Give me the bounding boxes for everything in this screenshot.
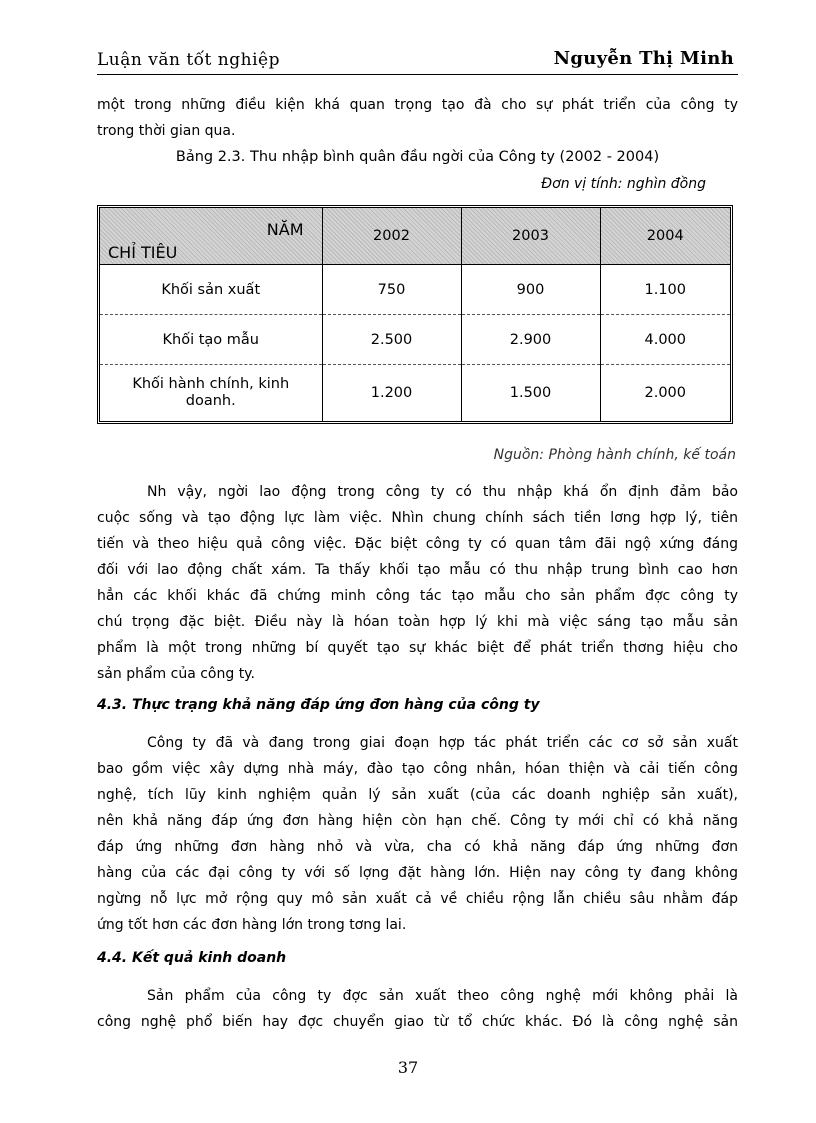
text-line: hẳn các khối khác đã chứng minh công tác tạo mẫu cho sản phẩm đợc công ty bbox=[97, 588, 738, 604]
text-line: một trong những điều kiện khá quan trọng tạo đà cho sự phát triển của công ty bbox=[97, 97, 738, 113]
year-header: 2004 bbox=[600, 208, 730, 265]
paragraph-business-results bbox=[97, 983, 738, 1035]
row-label: Khối tạo mẫu bbox=[100, 315, 322, 365]
intro-paragraph bbox=[97, 92, 738, 144]
table-corner-cell bbox=[100, 208, 322, 265]
table-cell: 4.000 bbox=[600, 315, 730, 365]
header-thesis-title: Luận văn tốt nghiệp bbox=[97, 50, 280, 70]
page-number: 37 bbox=[397, 1058, 419, 1077]
page-header bbox=[97, 44, 738, 75]
text-line: phẩm là một trong những bí quyết tạo sự khác biệt để phát triển thơng hiệu cho bbox=[97, 640, 738, 656]
text-line: đáp ứng những đơn hàng nhỏ và vừa, cha có khả năng đáp ứng những đơn bbox=[97, 839, 738, 855]
income-table bbox=[97, 205, 733, 424]
table-caption: Bảng 2.3. Thu nhập bình quân đầu ngời của Công ty (2002 - 2004) bbox=[175, 149, 660, 165]
text-line: công nghệ phổ biến hay đợc chuyển giao từ tổ chức khác. Đó là công nghệ sản bbox=[97, 1014, 738, 1030]
table-row bbox=[100, 315, 730, 365]
text-line: sản phẩm của công ty. bbox=[97, 666, 255, 682]
year-header: 2003 bbox=[461, 208, 600, 265]
text-line: chú trọng đặc biệt. Điều này là hóan toàn hợp lý khi mà việc sáng tạo mẫu sản bbox=[97, 614, 738, 630]
text-line: Sản phẩm của công ty đợc sản xuất theo công nghệ mới không phải là bbox=[147, 988, 738, 1004]
table-row bbox=[100, 265, 730, 315]
table-cell: 1.200 bbox=[322, 365, 461, 422]
section-heading-4-4: 4.4. Kết quả kinh doanh bbox=[97, 950, 287, 966]
table-cell: 750 bbox=[322, 265, 461, 315]
table-cell: 1.500 bbox=[461, 365, 600, 422]
text-line: hàng của các đại công ty với số lợng đặt hàng lớn. Hiện nay công ty đang không bbox=[97, 865, 738, 881]
text-line: bao gồm việc xây dựng nhà máy, đào tạo công nhân, hóan thiện và cải tiến công bbox=[97, 761, 738, 777]
table-row bbox=[100, 365, 730, 422]
corner-year-label: NĂM bbox=[266, 220, 304, 239]
section-heading-4-3: 4.3. Thực trạng khả năng đáp ứng đơn hàng của công ty bbox=[97, 697, 540, 713]
year-header: 2002 bbox=[322, 208, 461, 265]
text-line: nghệ, tích lũy kinh nghiệm quản lý sản xuất (của các doanh nghiệp sản xuất), bbox=[97, 787, 738, 803]
paragraph-income-analysis bbox=[97, 479, 738, 687]
text-line: cuộc sống và tạo động lực làm việc. Nhìn chung chính sách tiền lơng hợp lý, tiên bbox=[97, 510, 738, 526]
table-cell: 2.000 bbox=[644, 385, 686, 402]
header-author-name: Nguyễn Thị Minh bbox=[553, 48, 734, 69]
text-line: ứng tốt hơn các đơn hàng lớn trong tơng lai. bbox=[97, 917, 407, 933]
text-line: Công ty đã và đang trong giai đoạn hợp tác phát triển các cơ sở sản xuất bbox=[147, 735, 738, 751]
corner-indicator-label: CHỈ TIÊU bbox=[108, 243, 178, 262]
table-source-note: Nguồn: Phòng hành chính, kế toán bbox=[493, 447, 736, 463]
table-cell: 2.500 bbox=[322, 315, 461, 365]
table-cell: 1.100 bbox=[600, 265, 730, 315]
table-header-row bbox=[100, 208, 730, 265]
table-cell: 900 bbox=[461, 265, 600, 315]
text-line: đối với lao động chất xám. Ta thấy khối tạo mẫu có thu nhập trung bình cao hơn bbox=[97, 562, 738, 578]
table-cell: 2.900 bbox=[461, 315, 600, 365]
paragraph-order-capacity bbox=[97, 730, 738, 938]
row-label: Khối hành chính, kinh doanh. bbox=[100, 365, 322, 422]
text-line: tiến và theo hiệu quả công việc. Đặc biệt công ty có quan tâm đãi ngộ xứng đáng bbox=[97, 536, 738, 552]
text-line: ngừng nỗ lực mở rộng quy mô sản xuất cả về chiều rộng lẫn chiều sâu nhằm đáp bbox=[97, 891, 738, 907]
text-line: Nh vậy, ngời lao động trong công ty có thu nhập khá ổn định đảm bảo bbox=[147, 484, 738, 500]
row-label: Khối sản xuất bbox=[100, 265, 322, 315]
table-unit-note: Đơn vị tính: nghìn đồng bbox=[541, 176, 706, 192]
text-line: trong thời gian qua. bbox=[97, 123, 236, 139]
text-line: nên khả năng đáp ứng đơn hàng hiện còn hạn chế. Công ty mới chỉ có khả năng bbox=[97, 813, 738, 829]
